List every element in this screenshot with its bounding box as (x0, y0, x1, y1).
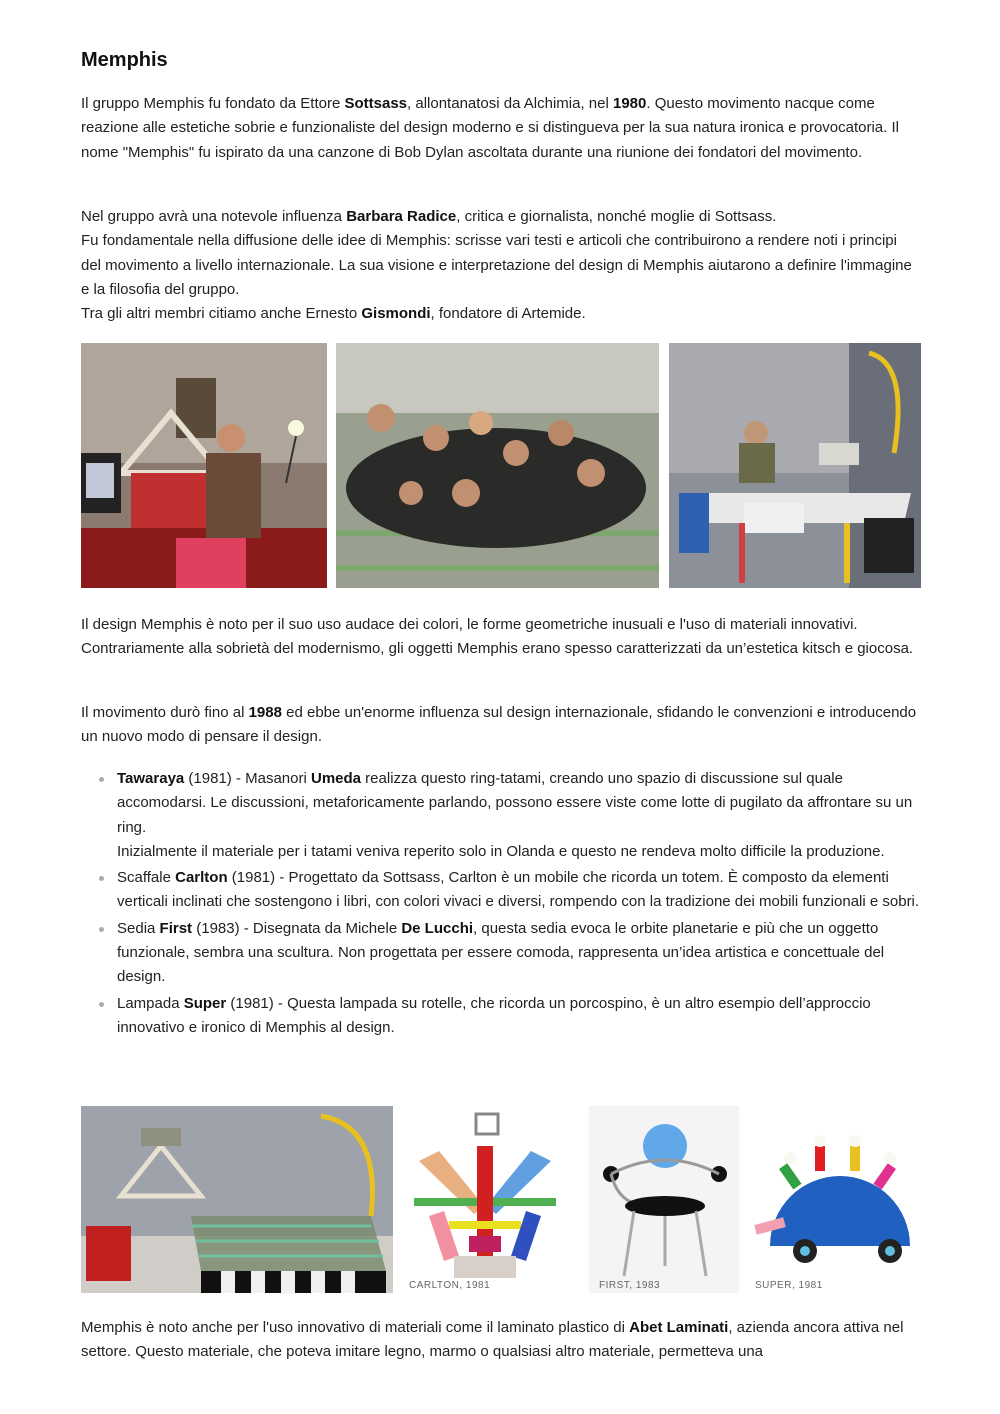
text-run: Memphis è noto anche per l'uso innovativo di materiali come il laminato plastico di (81, 1319, 630, 1336)
bold-tawaraya: Tawaraya (117, 770, 185, 787)
bold-1988: 1988 (248, 704, 282, 721)
paragraph-duration (81, 701, 921, 750)
text-run: , azienda ancora attiva nel settore. Questo materiale, che poteva imitare legno, marmo o qualsiasi altro materiale, permetteva una (81, 1319, 904, 1361)
text-run: , fondatore di Artemide. (430, 305, 586, 323)
members-line-3 (81, 302, 921, 326)
paragraph-members (81, 205, 921, 326)
text-run: realizza questo ring-tatami, creando uno spazio di discussione sul quale accomodarsi. Le discussioni, metaforicamente parlando, possono essere viste come lotte di pugilato da affrontare su un ring. (117, 770, 913, 836)
text-run: ed ebbe un'enorme influenza sul design internazionale, sfidando le convenzioni e introducendo un nuovo modo di pensare il design. (81, 704, 917, 746)
page-title: Memphis (81, 49, 168, 71)
text-run: Il movimento durò fino al (81, 704, 249, 721)
paragraph-materials (81, 1316, 921, 1365)
members-line-2: Fu fondamentale nella diffusione delle idee di Memphis: scrisse vari testi e articoli che contribuirono a rendere noti i principi del movimento a livello internazionale. La sua visione e interpretazione del design di Memphis aiutarono a definire l'immagine e la filosofia del gruppo. (81, 232, 912, 298)
text-run: , critica e giornalista, nonché moglie di Sottsass. (456, 208, 777, 225)
text-run: . Questo movimento nacque come reazione alle estetiche sobrie e funzionaliste del design moderno e si distingueva per la sua natura ironica e provocatoria. Il nome "Memphis" fu ispirato da una canzone di Bob Dylan ascoltata durante una riunione dei fondatori del movimento. (81, 95, 899, 161)
list-item-first (81, 917, 921, 990)
text-run: (1981) - Progettato da Sottsass, Carlton è un mobile che ricorda un totem. È composto da elementi verticali inclinati che sostengono i libri, con colori vivaci e diversi, rompendo con la tradizione dei mobili funzionali e sobri. (117, 869, 920, 911)
works-list (81, 767, 921, 1042)
list-item-carlton (81, 866, 921, 915)
text-run: Sedia (117, 919, 160, 937)
text-run: , allontanatosi da Alchimia, nel (407, 95, 613, 112)
photo-first-chair (589, 1106, 739, 1293)
bold-super: Super (183, 994, 227, 1012)
list-item-tawaraya (81, 767, 921, 864)
bold-sottsass: Sottsass (344, 95, 408, 112)
text-run: Nel gruppo avrà una notevole influenza (81, 208, 347, 225)
photo-meeting-table (669, 343, 921, 588)
bold-abet-laminati: Abet Laminati (629, 1319, 729, 1336)
paragraph-design: Il design Memphis è noto per il suo uso audace dei colori, le forme geometriche inusuali e l'uso di materiali innovativi. Contrariamente alla sobrietà del modernismo, gli oggetti Memphis erano spesso caratterizzati da un’estetica kitsch e giocosa. (81, 616, 914, 658)
photo-carlton (399, 1106, 571, 1293)
bold-de-lucchi: De Lucchi (401, 919, 474, 937)
bold-first: First (159, 919, 193, 937)
text-run: , questa sedia evoca le orbite planetarie e più che un oggetto funzionale, sembra una scultura. Non progettata per essere comoda, rappresenta un’idea artistica e concettuale del design. (117, 919, 885, 986)
text-run: Tra gli altri membri citiamo anche Ernesto (81, 305, 362, 323)
text-run: Scaffale (117, 869, 176, 887)
bold-1980: 1980 (613, 95, 647, 112)
photo-memphis-group (336, 343, 659, 588)
photo-tawaraya-ring (81, 1106, 393, 1293)
photo-super-lamp (745, 1106, 921, 1293)
text-run: Lampada (117, 994, 184, 1012)
bold-umeda: Umeda (310, 770, 362, 787)
tawaraya-text (117, 767, 921, 840)
text-run: (1983) - Disegnata da Michele (192, 919, 402, 937)
tawaraya-note: Inizialmente il materiale per i tatami veniva reperito solo in Olanda e questo ne rendeva molto difficile la produzione. (117, 842, 885, 860)
bold-gismondi: Gismondi (361, 305, 431, 323)
caption-carlton: CARLTON, 1981 (409, 1280, 491, 1291)
members-line-1 (81, 205, 921, 229)
photo-sottsass-room (81, 343, 327, 588)
caption-super: SUPER, 1981 (755, 1280, 823, 1291)
list-item-super (81, 992, 921, 1041)
bold-barbara-radice: Barbara Radice (346, 208, 457, 225)
text-run: (1981) - Questa lampada su rotelle, che ricorda un porcospino, è un altro esempio dell’approccio innovativo e ironico di Memphis al design. (117, 994, 871, 1036)
caption-first: FIRST, 1983 (599, 1280, 661, 1291)
text-run: (1981) - Masanori (184, 770, 311, 787)
text-run: Il gruppo Memphis fu fondato da Ettore (81, 95, 345, 112)
paragraph-founding (81, 92, 921, 165)
bold-carlton: Carlton (175, 869, 228, 887)
